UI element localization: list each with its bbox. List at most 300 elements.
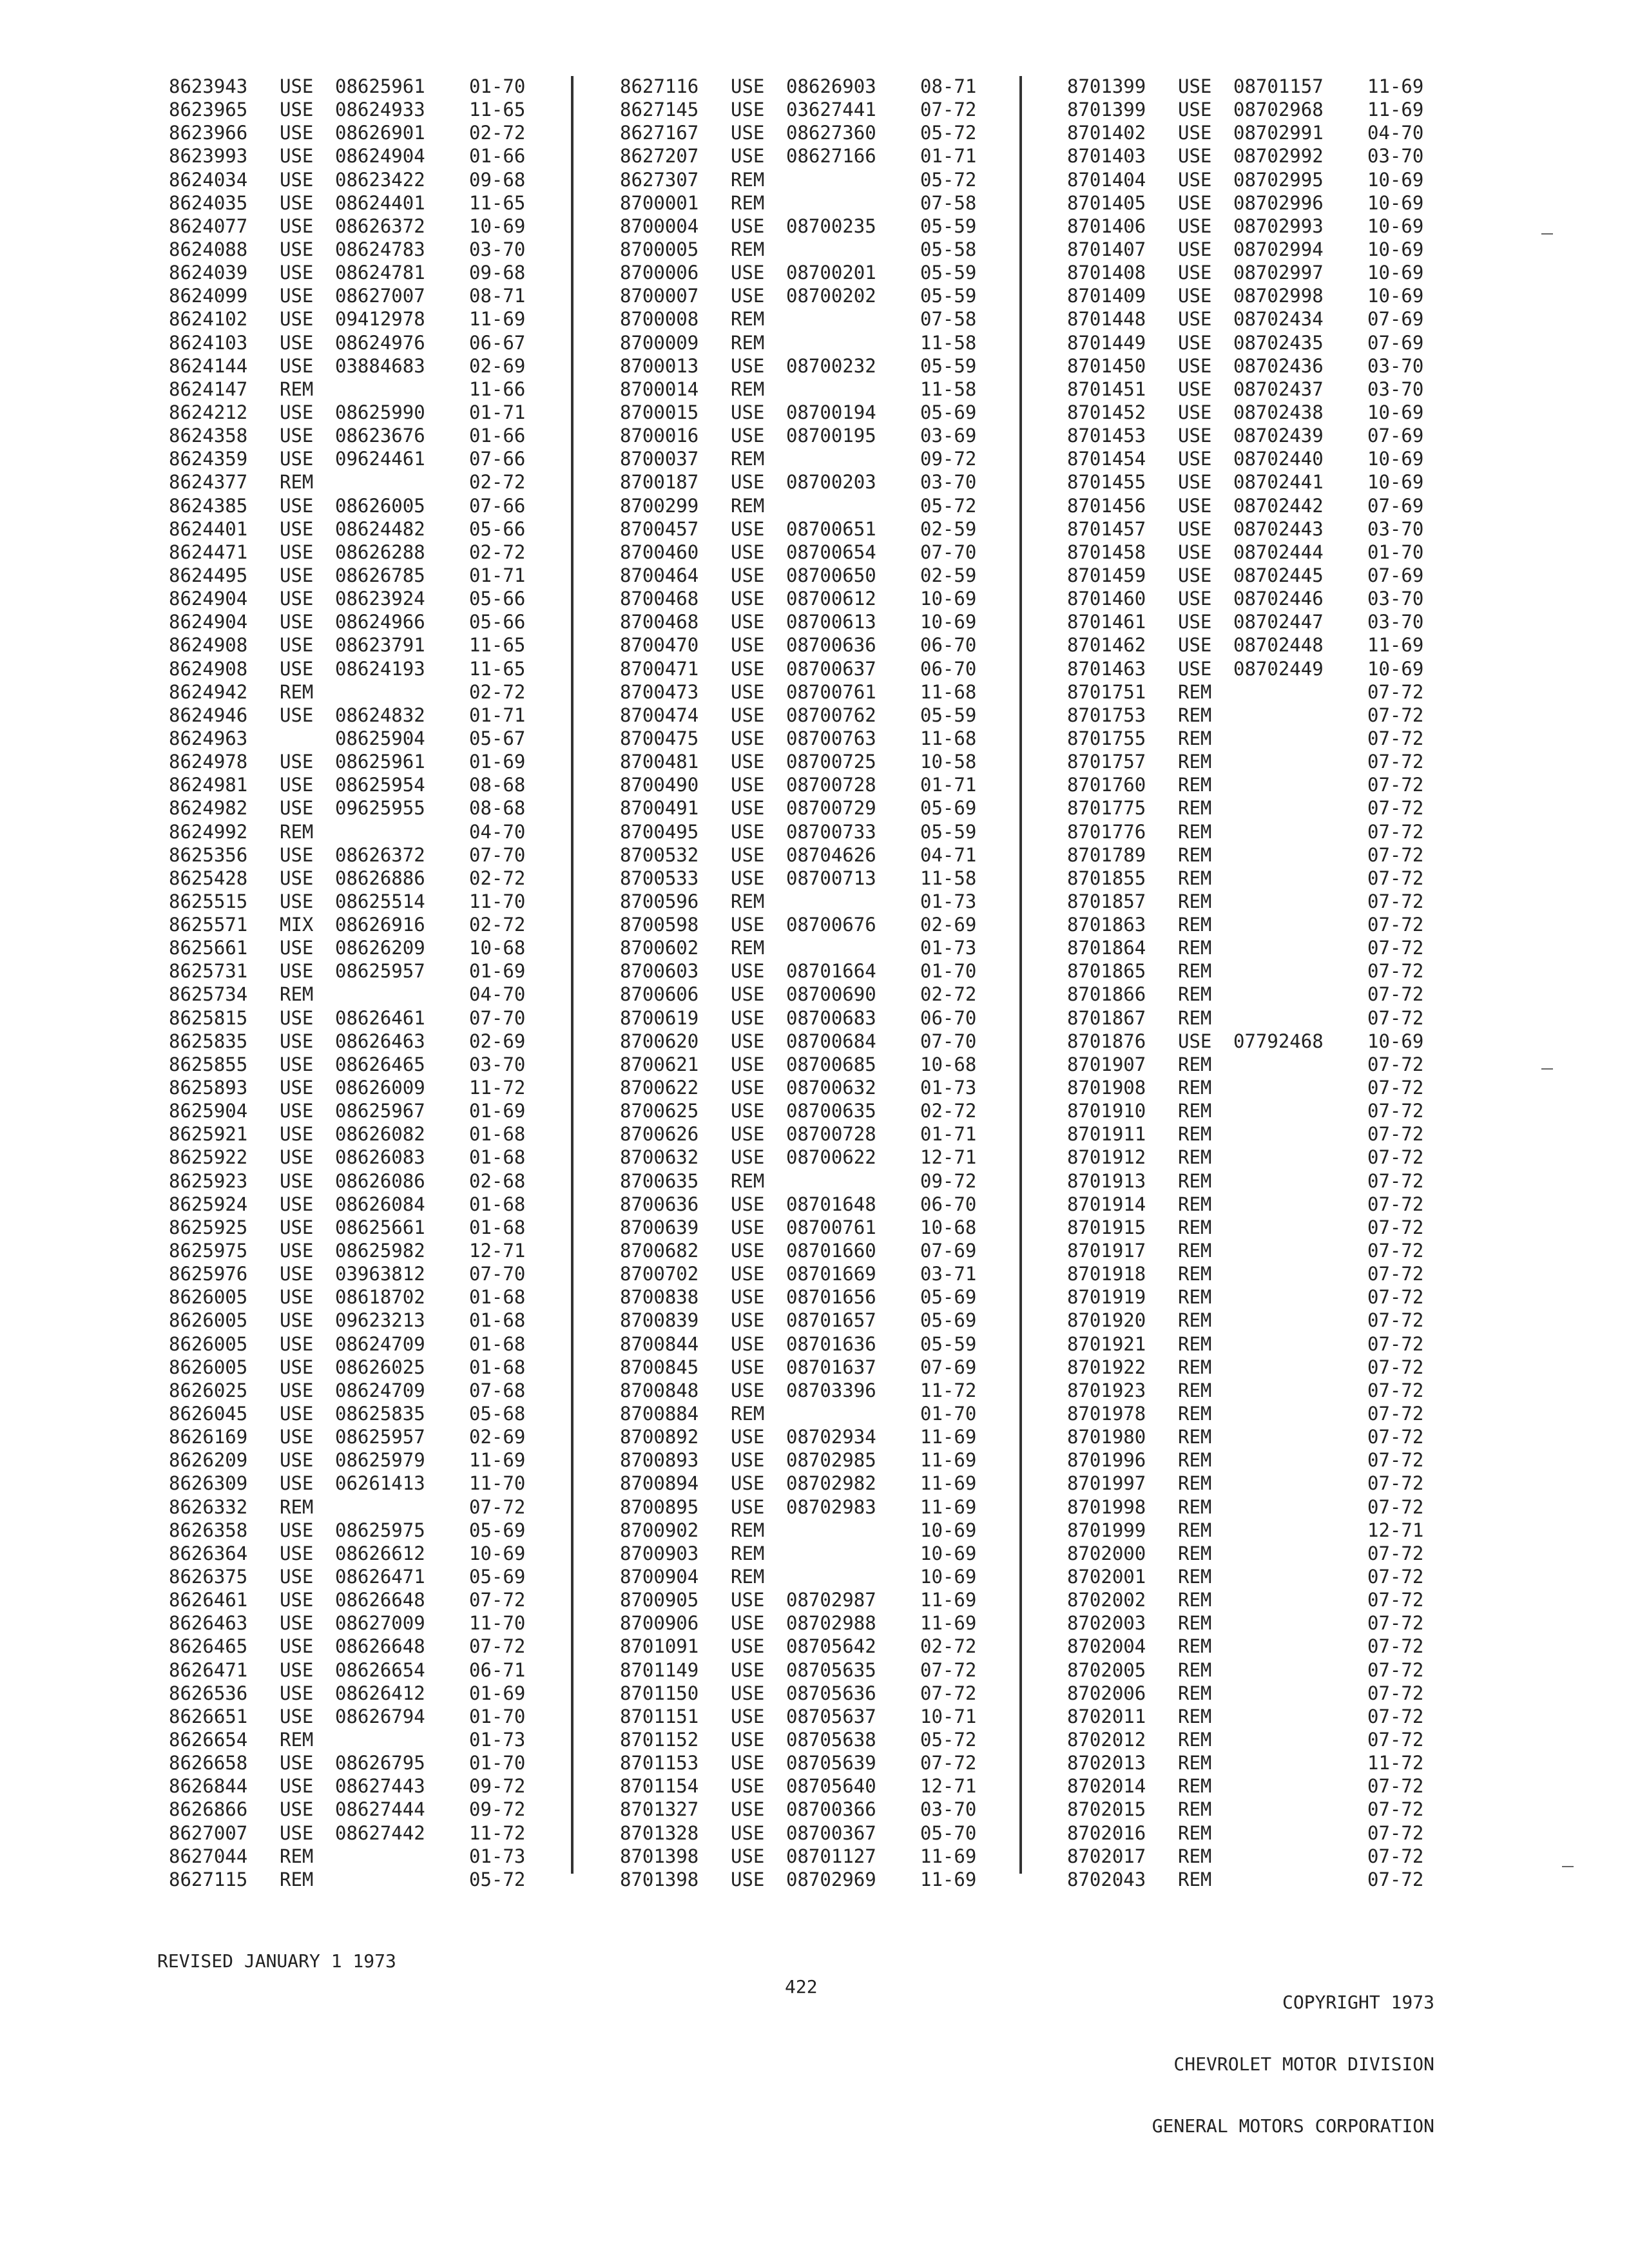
part-number: 8700471	[620, 657, 699, 680]
replacement-part-number: 08626461	[335, 1006, 425, 1029]
part-number: 8626209	[169, 1449, 248, 1472]
part-number: 8702001	[1067, 1566, 1146, 1588]
effective-date: 01-69	[469, 1100, 526, 1122]
action-code: REM	[1178, 1705, 1212, 1727]
effective-date: 02-68	[469, 1169, 526, 1192]
effective-date: 05-59	[920, 1332, 977, 1355]
effective-date: 05-66	[469, 588, 526, 610]
effective-date: 07-72	[469, 1589, 526, 1611]
action-code: REM	[731, 331, 765, 354]
part-number: 8701399	[1067, 75, 1146, 97]
part-number: 8700848	[620, 1379, 699, 1401]
copyright-line: CHEVROLET MOTOR DIVISION	[1173, 2053, 1434, 2075]
part-number: 8701864	[1067, 937, 1146, 959]
part-number: 8700702	[620, 1263, 699, 1285]
effective-date: 07-72	[1367, 820, 1424, 843]
part-number: 8701908	[1067, 1077, 1146, 1099]
action-code: USE	[731, 588, 765, 610]
part-number: 8624471	[169, 541, 248, 563]
part-number: 8626536	[169, 1682, 248, 1704]
effective-date: 10-69	[1367, 471, 1424, 494]
effective-date: 05-59	[920, 354, 977, 377]
replacement-part-number: 08626795	[335, 1752, 425, 1774]
action-code: REM	[1178, 960, 1212, 983]
effective-date: 07-72	[1367, 1309, 1424, 1332]
action-code: REM	[1178, 1519, 1212, 1541]
part-number: 8701454	[1067, 448, 1146, 470]
effective-date: 11-72	[920, 1379, 977, 1401]
part-number: 8700905	[620, 1589, 699, 1611]
part-number: 8626025	[169, 1379, 248, 1401]
effective-date: 07-72	[1367, 1658, 1424, 1681]
action-code: USE	[1178, 634, 1212, 657]
action-code: USE	[280, 1775, 314, 1798]
replacement-part-number: 08627443	[335, 1775, 425, 1798]
action-code: USE	[1178, 285, 1212, 307]
effective-date: 06-70	[920, 1006, 977, 1029]
effective-date: 02-69	[469, 1030, 526, 1052]
effective-date: 01-70	[469, 1752, 526, 1774]
replacement-part-number: 08700367	[786, 1821, 876, 1844]
action-code: USE	[280, 1006, 314, 1029]
replacement-part-number: 09624461	[335, 448, 425, 470]
effective-date: 01-73	[469, 1845, 526, 1867]
effective-date: 03-70	[469, 1053, 526, 1075]
effective-date: 05-66	[469, 611, 526, 633]
action-code: REM	[731, 937, 765, 959]
part-number: 8700495	[620, 820, 699, 843]
action-code: USE	[280, 1658, 314, 1681]
replacement-part-number: 08700635	[786, 1100, 876, 1122]
effective-date: 10-69	[1367, 215, 1424, 237]
part-number: 8624359	[169, 448, 248, 470]
action-code: USE	[731, 1263, 765, 1285]
effective-date: 01-73	[920, 890, 977, 912]
effective-date: 07-70	[469, 1006, 526, 1029]
replacement-part-number: 08624709	[335, 1332, 425, 1355]
effective-date: 11-69	[920, 1495, 977, 1518]
replacement-part-number: 08624482	[335, 517, 425, 540]
effective-date: 11-69	[1367, 75, 1424, 97]
action-code: REM	[731, 168, 765, 191]
part-number: 8700014	[620, 378, 699, 400]
part-number: 8701775	[1067, 797, 1146, 820]
action-code: REM	[1178, 1216, 1212, 1238]
part-number: 8701917	[1067, 1240, 1146, 1262]
action-code: USE	[731, 1868, 765, 1890]
action-code: REM	[280, 1868, 314, 1890]
part-number: 8625924	[169, 1193, 248, 1215]
part-number: 8626866	[169, 1798, 248, 1821]
effective-date: 07-69	[1367, 308, 1424, 331]
effective-date: 03-71	[920, 1263, 977, 1285]
action-code: USE	[280, 564, 314, 586]
action-code: USE	[731, 354, 765, 377]
part-number: 8626651	[169, 1705, 248, 1727]
replacement-part-number: 08702444	[1233, 541, 1324, 563]
part-number: 8624992	[169, 820, 248, 843]
replacement-part-number: 08626082	[335, 1123, 425, 1146]
replacement-part-number: 08626288	[335, 541, 425, 563]
action-code: REM	[1178, 1775, 1212, 1798]
part-number: 8701152	[620, 1728, 699, 1751]
effective-date: 09-72	[920, 1169, 977, 1192]
part-number: 8701866	[1067, 983, 1146, 1006]
effective-date: 02-72	[469, 541, 526, 563]
replacement-part-number: 08626794	[335, 1705, 425, 1727]
part-number: 8625893	[169, 1077, 248, 1099]
effective-date: 07-72	[920, 1752, 977, 1774]
effective-date: 07-72	[1367, 1123, 1424, 1146]
part-number: 8700037	[620, 448, 699, 470]
action-code: REM	[1178, 727, 1212, 749]
action-code: USE	[731, 1495, 765, 1518]
part-number: 8701913	[1067, 1169, 1146, 1192]
effective-date: 11-58	[920, 867, 977, 889]
effective-date: 05-69	[920, 797, 977, 820]
effective-date: 07-72	[1367, 1612, 1424, 1635]
effective-date: 03-70	[469, 238, 526, 260]
action-code: USE	[280, 611, 314, 633]
part-number: 8625571	[169, 914, 248, 936]
effective-date: 12-71	[920, 1146, 977, 1169]
replacement-part-number: 08702443	[1233, 517, 1324, 540]
effective-date: 11-69	[1367, 634, 1424, 657]
effective-date: 07-66	[469, 494, 526, 517]
replacement-part-number: 08700761	[786, 1216, 876, 1238]
effective-date: 07-72	[1367, 1263, 1424, 1285]
effective-date: 01-73	[920, 937, 977, 959]
part-number: 8701757	[1067, 751, 1146, 773]
action-code: USE	[1178, 75, 1212, 97]
part-number: 8624077	[169, 215, 248, 237]
replacement-part-number: 08626372	[335, 843, 425, 866]
replacement-part-number: 08700684	[786, 1030, 876, 1052]
replacement-part-number: 08624933	[335, 99, 425, 121]
part-number: 8625922	[169, 1146, 248, 1169]
part-number: 8623966	[169, 122, 248, 144]
effective-date: 02-72	[920, 1635, 977, 1658]
action-code: REM	[1178, 1542, 1212, 1564]
part-number: 8700008	[620, 308, 699, 331]
action-code: REM	[1178, 1077, 1212, 1099]
replacement-part-number: 08626471	[335, 1566, 425, 1588]
effective-date: 08-68	[469, 797, 526, 820]
replacement-part-number: 08702998	[1233, 285, 1324, 307]
action-code: REM	[731, 1542, 765, 1564]
effective-date: 10-69	[920, 1566, 977, 1588]
action-code: USE	[280, 1169, 314, 1192]
part-number: 8626658	[169, 1752, 248, 1774]
effective-date: 07-72	[1367, 1356, 1424, 1378]
action-code: REM	[1178, 797, 1212, 820]
effective-date: 02-72	[920, 1100, 977, 1122]
part-number: 8700016	[620, 425, 699, 447]
part-number: 8702005	[1067, 1658, 1146, 1681]
part-number: 8701907	[1067, 1053, 1146, 1075]
copyright-line: GENERAL MOTORS CORPORATION	[1152, 2115, 1434, 2137]
replacement-part-number: 08624976	[335, 331, 425, 354]
part-number: 8701915	[1067, 1216, 1146, 1238]
action-code: USE	[280, 1216, 314, 1238]
part-number: 8700893	[620, 1449, 699, 1472]
effective-date: 02-59	[920, 564, 977, 586]
replacement-part-number: 08626084	[335, 1193, 425, 1215]
action-code: REM	[1178, 1006, 1212, 1029]
part-number: 8625923	[169, 1169, 248, 1192]
action-code: REM	[1178, 1658, 1212, 1681]
action-code: USE	[280, 1100, 314, 1122]
part-number: 8625515	[169, 890, 248, 912]
action-code: REM	[1178, 1146, 1212, 1169]
action-code: REM	[1178, 1240, 1212, 1262]
part-number: 8701918	[1067, 1263, 1146, 1285]
action-code: USE	[731, 1053, 765, 1075]
effective-date: 11-70	[469, 1612, 526, 1635]
action-code: USE	[731, 867, 765, 889]
replacement-part-number: 08626886	[335, 867, 425, 889]
action-code: REM	[731, 238, 765, 260]
effective-date: 07-72	[1367, 1240, 1424, 1262]
effective-date: 07-70	[920, 541, 977, 563]
action-code: REM	[731, 1403, 765, 1425]
replacement-part-number: 08702442	[1233, 494, 1324, 517]
replacement-part-number: 08701656	[786, 1286, 876, 1309]
action-code: USE	[731, 215, 765, 237]
replacement-part-number: 08700195	[786, 425, 876, 447]
effective-date: 01-69	[469, 960, 526, 983]
replacement-part-number: 08625982	[335, 1240, 425, 1262]
part-number: 8700475	[620, 727, 699, 749]
effective-date: 07-72	[1367, 1426, 1424, 1448]
part-number: 8701760	[1067, 774, 1146, 796]
effective-date: 10-58	[920, 751, 977, 773]
replacement-part-number: 08626903	[786, 75, 876, 97]
action-code: USE	[280, 1635, 314, 1658]
effective-date: 10-69	[920, 1542, 977, 1564]
action-code: USE	[731, 727, 765, 749]
effective-date: 05-59	[920, 285, 977, 307]
action-code: USE	[731, 1286, 765, 1309]
part-number: 8626358	[169, 1519, 248, 1541]
part-number: 8626005	[169, 1309, 248, 1332]
action-code: USE	[280, 890, 314, 912]
part-number: 8700895	[620, 1495, 699, 1518]
action-code: REM	[280, 1495, 314, 1518]
action-code: USE	[1178, 308, 1212, 331]
replacement-part-number: 08702997	[1233, 262, 1324, 284]
replacement-part-number: 08627007	[335, 285, 425, 307]
effective-date: 07-72	[1367, 937, 1424, 959]
effective-date: 05-59	[920, 262, 977, 284]
action-code: USE	[731, 1635, 765, 1658]
effective-date: 07-72	[1367, 1821, 1424, 1844]
action-code: USE	[280, 75, 314, 97]
action-code: REM	[1178, 1053, 1212, 1075]
action-code: REM	[280, 471, 314, 494]
replacement-part-number: 08700651	[786, 517, 876, 540]
part-number: 8701448	[1067, 308, 1146, 331]
effective-date: 03-70	[1367, 354, 1424, 377]
replacement-part-number: 08623924	[335, 588, 425, 610]
replacement-part-number: 08623791	[335, 634, 425, 657]
part-number: 8701399	[1067, 99, 1146, 121]
action-code: REM	[280, 820, 314, 843]
effective-date: 11-70	[469, 1472, 526, 1495]
effective-date: 02-72	[469, 867, 526, 889]
part-number: 8701911	[1067, 1123, 1146, 1146]
replacement-part-number: 08700232	[786, 354, 876, 377]
effective-date: 07-72	[1367, 1146, 1424, 1169]
part-number: 8626375	[169, 1566, 248, 1588]
replacement-part-number: 08703396	[786, 1379, 876, 1401]
action-code: REM	[1178, 1169, 1212, 1192]
part-number: 8626844	[169, 1775, 248, 1798]
part-number: 8701923	[1067, 1379, 1146, 1401]
effective-date: 07-72	[1367, 1845, 1424, 1867]
action-code: USE	[280, 1752, 314, 1774]
action-code: USE	[280, 1193, 314, 1215]
replacement-part-number: 08702438	[1233, 401, 1324, 423]
effective-date: 11-69	[469, 308, 526, 331]
action-code: REM	[1178, 1403, 1212, 1425]
effective-date: 07-72	[1367, 914, 1424, 936]
part-number: 8700005	[620, 238, 699, 260]
effective-date: 02-69	[469, 1426, 526, 1448]
replacement-part-number: 08625975	[335, 1519, 425, 1541]
effective-date: 07-72	[1367, 1449, 1424, 1472]
action-code: USE	[280, 960, 314, 983]
effective-date: 04-71	[920, 843, 977, 866]
effective-date: 07-72	[1367, 1379, 1424, 1401]
part-number: 8701855	[1067, 867, 1146, 889]
part-number: 8702014	[1067, 1775, 1146, 1798]
effective-date: 01-69	[469, 1682, 526, 1704]
action-code: REM	[731, 191, 765, 214]
replacement-part-number: 08624781	[335, 262, 425, 284]
effective-date: 07-69	[1367, 331, 1424, 354]
replacement-part-number: 06261413	[335, 1472, 425, 1495]
part-number: 8700903	[620, 1542, 699, 1564]
part-number: 8702004	[1067, 1635, 1146, 1658]
effective-date: 07-72	[1367, 1403, 1424, 1425]
effective-date: 11-69	[920, 1845, 977, 1867]
replacement-part-number: 08702445	[1233, 564, 1324, 586]
part-number: 8624039	[169, 262, 248, 284]
replacement-part-number: 08702992	[1233, 145, 1324, 168]
action-code: USE	[731, 751, 765, 773]
part-number: 8624144	[169, 354, 248, 377]
action-code: REM	[1178, 1728, 1212, 1751]
part-number: 8701863	[1067, 914, 1146, 936]
replacement-part-number: 08626654	[335, 1658, 425, 1681]
part-number: 8624102	[169, 308, 248, 331]
part-number: 8700632	[620, 1146, 699, 1169]
part-number: 8624385	[169, 494, 248, 517]
action-code: USE	[731, 99, 765, 121]
part-number: 8700299	[620, 494, 699, 517]
action-code: REM	[1178, 983, 1212, 1006]
effective-date: 07-72	[1367, 797, 1424, 820]
replacement-part-number: 08700713	[786, 867, 876, 889]
effective-date: 02-72	[469, 680, 526, 703]
effective-date: 11-69	[920, 1589, 977, 1611]
replacement-part-number: 08702995	[1233, 168, 1324, 191]
replacement-part-number: 08700728	[786, 1123, 876, 1146]
effective-date: 11-65	[469, 657, 526, 680]
effective-date: 01-68	[469, 1332, 526, 1355]
effective-date: 07-72	[1367, 1635, 1424, 1658]
effective-date: 05-67	[469, 727, 526, 749]
part-number: 8624963	[169, 727, 248, 749]
replacement-part-number: 08702436	[1233, 354, 1324, 377]
replacement-part-number: 08700654	[786, 541, 876, 563]
part-number: 8624908	[169, 657, 248, 680]
part-number: 8701328	[620, 1821, 699, 1844]
replacement-part-number: 08624193	[335, 657, 425, 680]
part-number: 8702000	[1067, 1542, 1146, 1564]
part-number: 8701452	[1067, 401, 1146, 423]
part-number: 8626465	[169, 1635, 248, 1658]
effective-date: 01-70	[920, 960, 977, 983]
part-number: 8701914	[1067, 1193, 1146, 1215]
action-code: USE	[280, 843, 314, 866]
replacement-part-number: 08700202	[786, 285, 876, 307]
action-code: USE	[731, 1798, 765, 1821]
part-number: 8701865	[1067, 960, 1146, 983]
replacement-part-number: 08702934	[786, 1426, 876, 1448]
action-code: USE	[280, 657, 314, 680]
replacement-part-number: 08626005	[335, 494, 425, 517]
effective-date: 07-72	[1367, 1216, 1424, 1238]
replacement-part-number: 08624709	[335, 1379, 425, 1401]
part-number: 8700902	[620, 1519, 699, 1541]
effective-date: 09-68	[469, 168, 526, 191]
part-number: 8700622	[620, 1077, 699, 1099]
replacement-part-number: 08700650	[786, 564, 876, 586]
part-number: 8623993	[169, 145, 248, 168]
action-code: USE	[1178, 564, 1212, 586]
action-code: USE	[280, 1146, 314, 1169]
replacement-part-number: 08700676	[786, 914, 876, 936]
part-number: 8625815	[169, 1006, 248, 1029]
effective-date: 07-70	[469, 843, 526, 866]
replacement-part-number: 08623676	[335, 425, 425, 447]
effective-date: 07-72	[469, 1495, 526, 1518]
part-number: 8627207	[620, 145, 699, 168]
effective-date: 10-69	[920, 611, 977, 633]
effective-date: 10-69	[1367, 285, 1424, 307]
part-number: 8701460	[1067, 588, 1146, 610]
replacement-part-number: 08700725	[786, 751, 876, 773]
replacement-part-number: 08702996	[1233, 191, 1324, 214]
effective-date: 11-70	[469, 890, 526, 912]
effective-date: 10-69	[469, 1542, 526, 1564]
effective-date: 07-72	[1367, 1542, 1424, 1564]
part-number: 8700598	[620, 914, 699, 936]
part-number: 8701997	[1067, 1472, 1146, 1495]
effective-date: 01-68	[469, 1216, 526, 1238]
part-number: 8623965	[169, 99, 248, 121]
part-number: 8626461	[169, 1589, 248, 1611]
effective-date: 06-70	[920, 634, 977, 657]
effective-date: 04-70	[469, 820, 526, 843]
effective-date: 01-70	[1367, 541, 1424, 563]
part-number: 8626364	[169, 1542, 248, 1564]
effective-date: 05-69	[469, 1519, 526, 1541]
action-code: USE	[731, 75, 765, 97]
replacement-part-number: 08625979	[335, 1449, 425, 1472]
